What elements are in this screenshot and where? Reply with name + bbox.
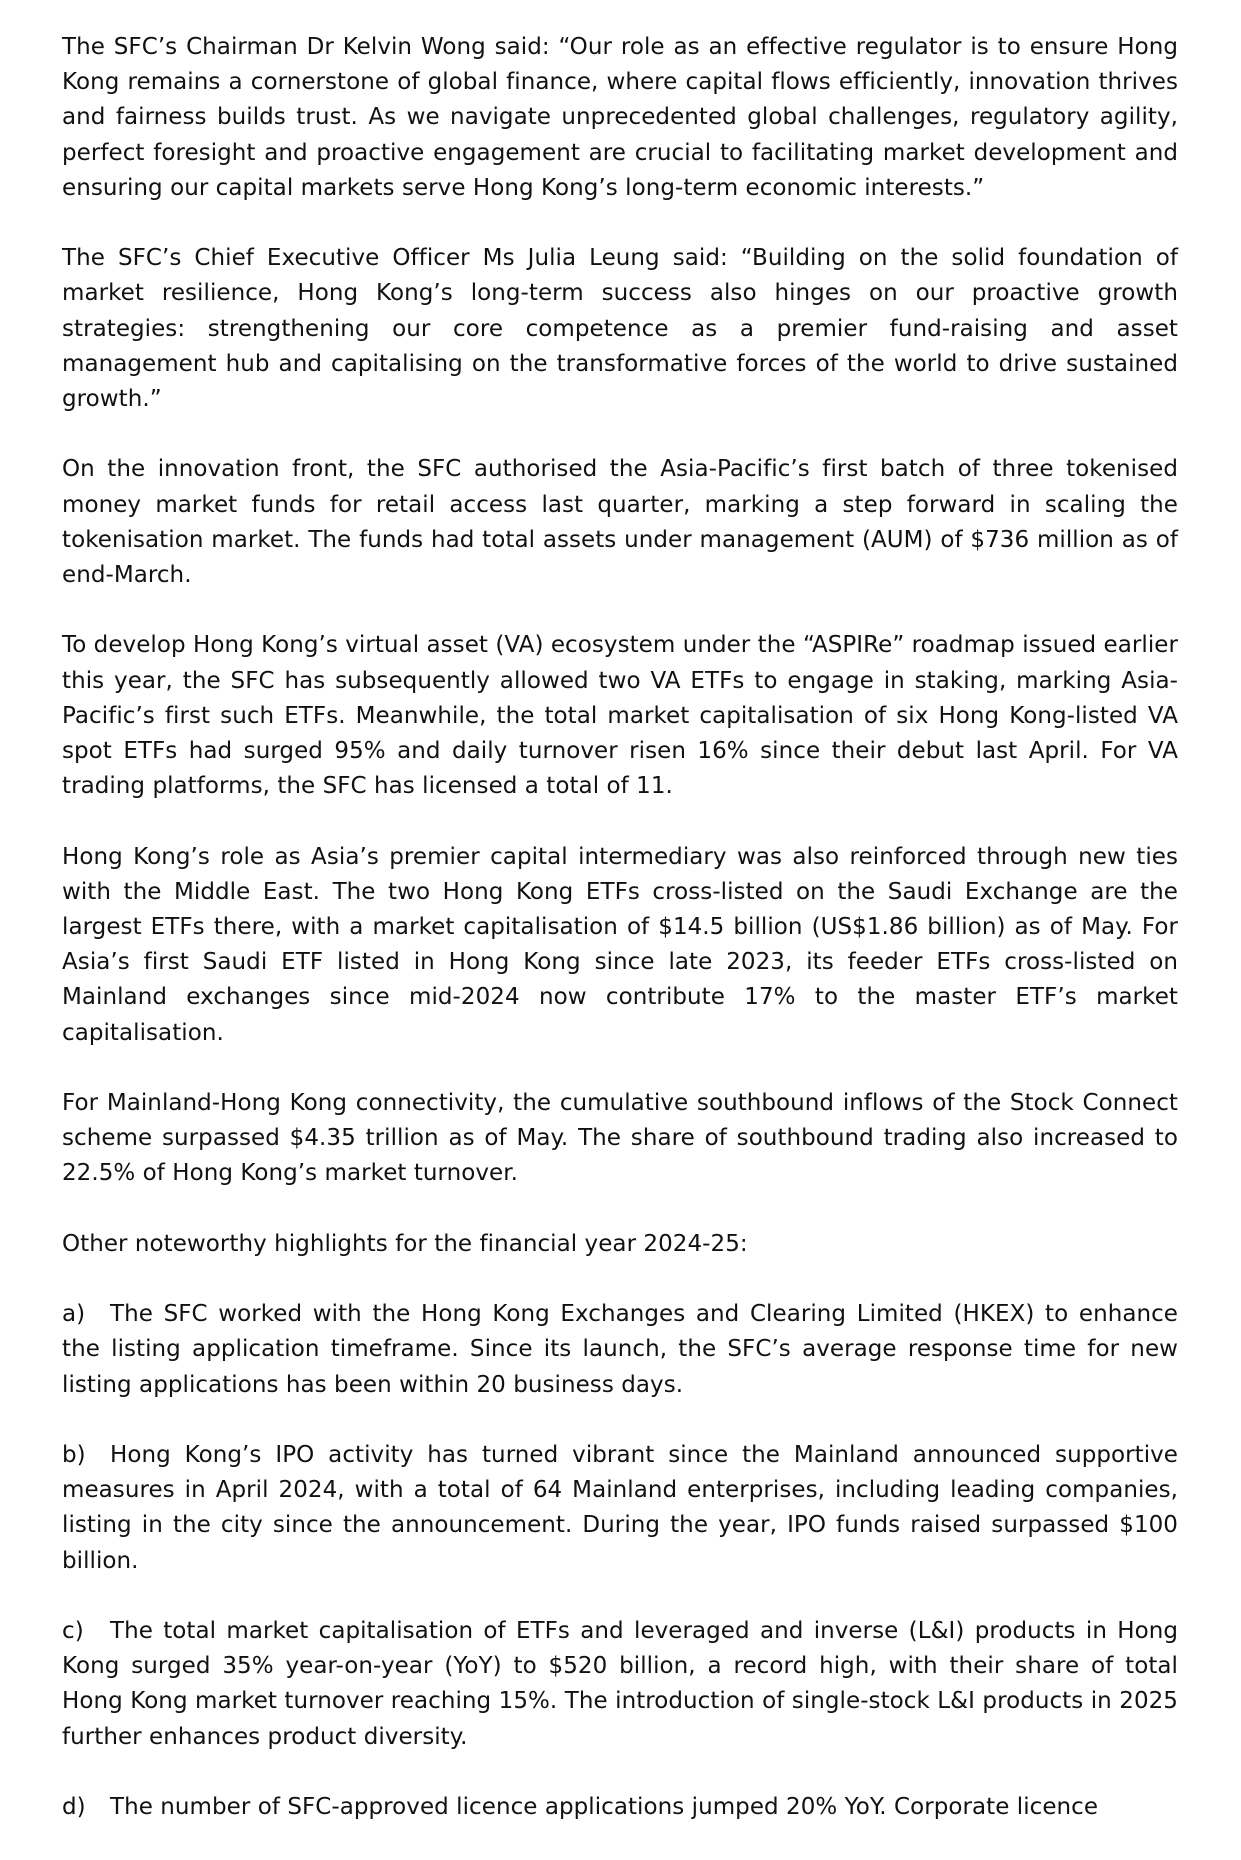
paragraph-highlights-intro: Other noteworthy highlights for the financial year 2024-25: [62,1230,748,1257]
highlight-item-c [62,1614,1178,1755]
highlight-label: b) [62,1442,86,1468]
highlight-text: The number of SFC-approved licence applications jumped 20% YoY. Corporate licence [110,1794,1099,1820]
highlight-text: The SFC worked with the Hong Kong Exchanges and Clearing Limited (HKEX) to enhance the listing application timeframe. Since its launch, the SFC’s average response time for new listing applications has been within 20 business days. [62,1301,1178,1398]
highlight-text: Hong Kong’s IPO activity has turned vibrant since the Mainland announced supportive measures in April 2024, with a total of 64 Mainland enterprises, including leading companies, listing in the city since the announcement. During the year, IPO funds raised surpassed $100 billion. [62,1442,1178,1574]
paragraph-ceo-quote: The SFC’s Chief Executive Officer Ms Julia Leung said: “Building on the solid foundation of market resilience, Hong Kong’s long-term success also hinges on our proactive growth strategies: strengthening our core competence as a premier fund-raising and asset management hub and capitalising on the transformative forces of the world to drive sustained growth.” [62,245,1178,413]
paragraph-virtual-assets: To develop Hong Kong’s virtual asset (VA) ecosystem under the “ASPIRe” roadmap issued earlier this year, the SFC has subsequently allowed two VA ETFs to engage in staking, marking Asia-Pacific’s first such ETFs. Meanwhile, the total market capitalisation of six Hong Kong-listed VA spot ETFs had surged 95% and daily turnover risen 16% since their debut last April. For VA trading platforms, the SFC has licensed a total of 11. [62,632,1178,800]
paragraph-tokenised-funds: On the innovation front, the SFC authorised the Asia-Pacific’s first batch of three tokenised money market funds for retail access last quarter, marking a step forward in scaling the tokenisation market. The funds had total assets under management (AUM) of $736 million as of end-March. [62,456,1178,589]
highlight-item-a [62,1297,1178,1403]
document-page [62,30,1178,1860]
highlight-label: a) [62,1301,86,1328]
highlight-item-d [62,1790,1178,1825]
paragraph-chairman-quote: The SFC’s Chairman Dr Kelvin Wong said: “Our role as an effective regulator is to ensure Hong Kong remains a cornerstone of global finance, where capital flows efficiently, innovation thrives and fairness builds trust. As we navigate unprecedented global challenges, regulatory agility, perfect foresight and proactive engagement are crucial to facilitating market development and ensuring our capital markets serve Hong Kong’s long-term economic interests.” [62,34,1178,201]
paragraph-stock-connect: For Mainland-Hong Kong connectivity, the cumulative southbound inflows of the Stock Connect scheme surpassed $4.35 trillion as of May. The share of southbound trading also increased to 22.5% of Hong Kong’s market turnover. [62,1090,1178,1187]
paragraph-middle-east-ties: Hong Kong’s role as Asia’s premier capital intermediary was also reinforced through new ties with the Middle East. The two Hong Kong ETFs cross-listed on the Saudi Exchange are the largest ETFs there, with a market capitalisation of $14.5 billion (US$1.86 billion) as of May. For Asia’s first Saudi ETF listed in Hong Kong since late 2023, its feeder ETFs cross-listed on Mainland exchanges since mid-2024 now contribute 17% to the master ETF’s market capitalisation. [62,843,1178,1046]
highlight-label: d) [62,1794,86,1820]
highlight-item-b [62,1438,1178,1579]
highlight-text: The total market capitalisation of ETFs and leveraged and inverse (L&I) products in Hong Kong surged 35% year-on-year (YoY) to $520 billion, a record high, with their share of total Hong Kong market turnover reaching 15%. The introduction of single-stock L&I products in 2025 further enhances product diversity. [62,1618,1178,1750]
highlight-label: c) [62,1618,84,1644]
